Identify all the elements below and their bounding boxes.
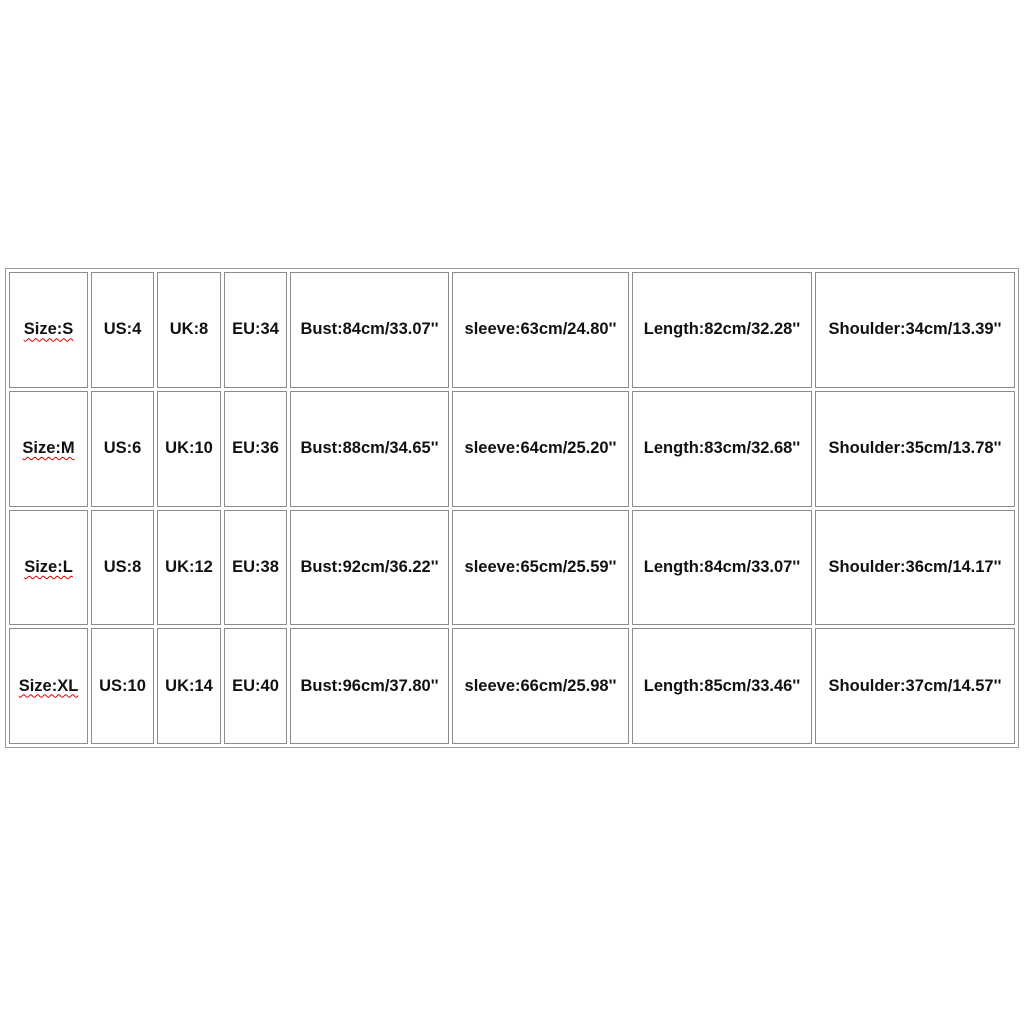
length-cell: Length:84cm/33.07'' <box>632 510 812 626</box>
size-label: Size:M <box>22 439 75 458</box>
uk-size-cell: UK:12 <box>157 510 221 626</box>
bust-cell: Bust:92cm/36.22'' <box>290 510 449 626</box>
size-row-l <box>9 510 1015 626</box>
size-cell <box>9 272 88 388</box>
eu-size-cell: EU:36 <box>224 391 287 507</box>
sleeve-cell: sleeve:64cm/25.20'' <box>452 391 629 507</box>
length-cell: Length:82cm/32.28'' <box>632 272 812 388</box>
us-size-cell: US:8 <box>91 510 154 626</box>
size-label: Size:XL <box>18 676 79 695</box>
length-cell: Length:85cm/33.46'' <box>632 628 812 744</box>
uk-size-cell: UK:14 <box>157 628 221 744</box>
size-cell <box>9 628 88 744</box>
uk-size-cell: UK:8 <box>157 272 221 388</box>
sleeve-cell: sleeve:65cm/25.59'' <box>452 510 629 626</box>
uk-size-cell: UK:10 <box>157 391 221 507</box>
size-cell <box>9 510 88 626</box>
us-size-cell: US:4 <box>91 272 154 388</box>
us-size-cell: US:6 <box>91 391 154 507</box>
size-row-m <box>9 391 1015 507</box>
size-chart-table <box>5 268 1019 748</box>
bust-cell: Bust:88cm/34.65'' <box>290 391 449 507</box>
size-row-xl <box>9 628 1015 744</box>
sleeve-cell: sleeve:63cm/24.80'' <box>452 272 629 388</box>
size-row-s <box>9 272 1015 388</box>
size-cell <box>9 391 88 507</box>
shoulder-cell: Shoulder:36cm/14.17'' <box>815 510 1015 626</box>
eu-size-cell: EU:40 <box>224 628 287 744</box>
sleeve-cell: sleeve:66cm/25.98'' <box>452 628 629 744</box>
us-size-cell: US:10 <box>91 628 154 744</box>
length-cell: Length:83cm/32.68'' <box>632 391 812 507</box>
eu-size-cell: EU:38 <box>224 510 287 626</box>
size-label: Size:S <box>23 320 74 339</box>
bust-cell: Bust:96cm/37.80'' <box>290 628 449 744</box>
size-label: Size:L <box>24 557 73 576</box>
bust-cell: Bust:84cm/33.07'' <box>290 272 449 388</box>
shoulder-cell: Shoulder:37cm/14.57'' <box>815 628 1015 744</box>
eu-size-cell: EU:34 <box>224 272 287 388</box>
shoulder-cell: Shoulder:35cm/13.78'' <box>815 391 1015 507</box>
shoulder-cell: Shoulder:34cm/13.39'' <box>815 272 1015 388</box>
